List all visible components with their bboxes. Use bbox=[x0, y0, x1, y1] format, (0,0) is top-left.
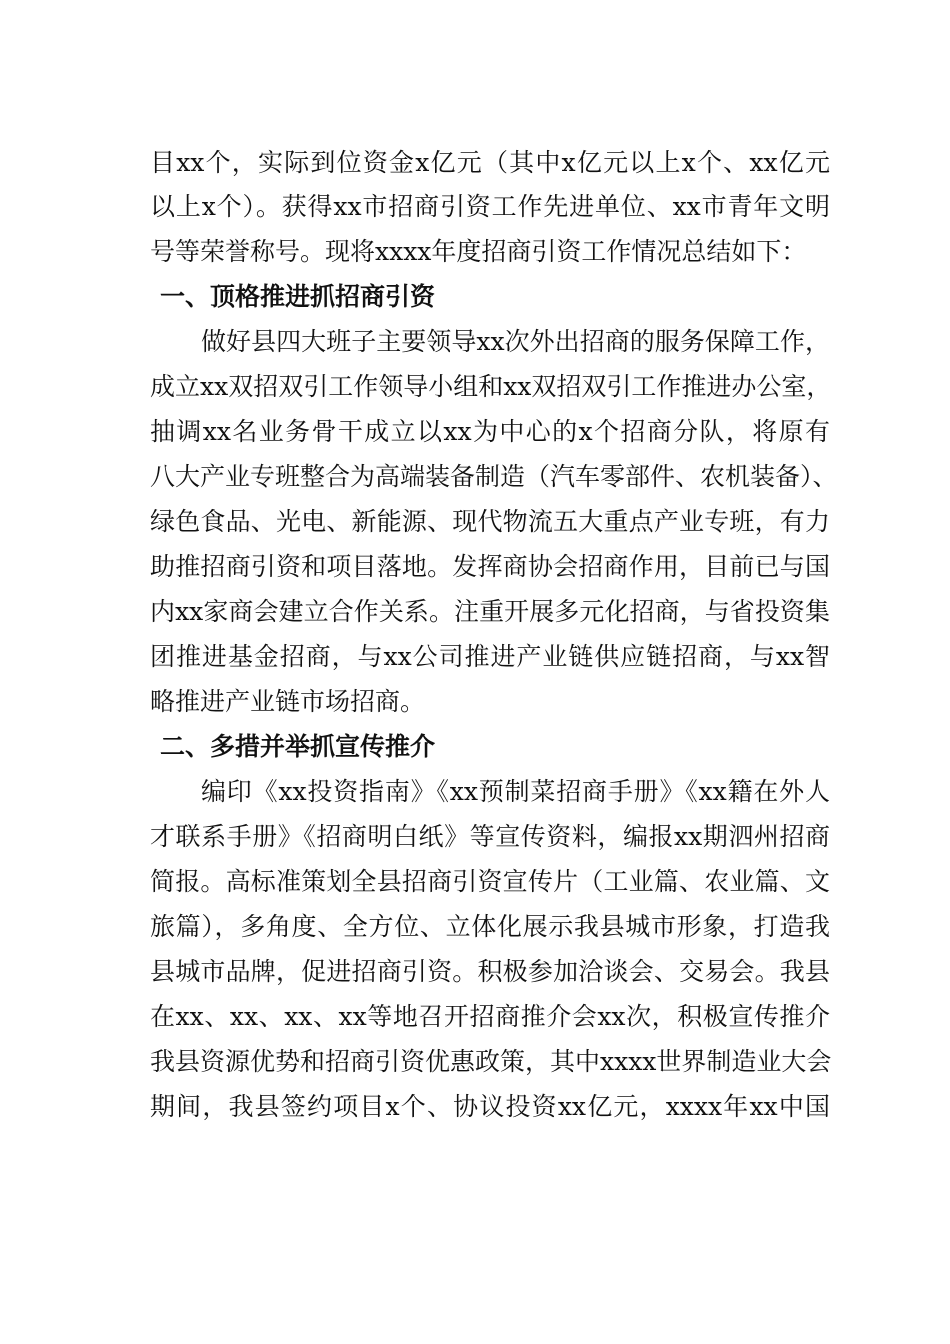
body-text-line: 成立xx双招双引工作领导小组和xx双招双引工作推进办公室， bbox=[150, 372, 832, 401]
body-text-line: 做好县四大班子主要领导xx次外出招商的服务保障工作， bbox=[201, 327, 830, 356]
section-heading-1: 一、顶格推进抓招商引资 bbox=[160, 282, 436, 311]
body-text-line: 在xx、xx、xx、xx等地召开招商推介会xx次，积极宣传推介 bbox=[150, 1002, 830, 1031]
body-text-line: 内xx家商会建立合作关系。注重开展多元化招商，与省投资集 bbox=[150, 597, 830, 626]
body-text-line: 旅篇），多角度、全方位、立体化展示我县城市形象，打造我 bbox=[150, 912, 830, 941]
body-text-line: 才联系手册》《招商明白纸》等宣传资料，编报xx期泗州招商 bbox=[150, 822, 830, 851]
body-text-line: 绿色食品、光电、新能源、现代物流五大重点产业专班，有力 bbox=[150, 507, 830, 536]
body-text-line: 抽调xx名业务骨干成立以xx为中心的x个招商分队，将原有 bbox=[150, 417, 830, 446]
body-text-line: 我县资源优势和招商引资优惠政策，其中xxxx世界制造业大会 bbox=[150, 1047, 832, 1076]
body-text-line: 以上x个）。获得xx市招商引资工作先进单位、xx市青年文明 bbox=[150, 192, 830, 221]
body-text-line: 助推招商引资和项目落地。发挥商协会招商作用，目前已与国 bbox=[150, 552, 830, 581]
body-text-line: 目xx个，实际到位资金x亿元（其中x亿元以上x个、xx亿元 bbox=[150, 148, 830, 177]
section-heading-2: 二、多措并举抓宣传推介 bbox=[160, 732, 436, 761]
body-text-line: 简报。高标准策划全县招商引资宣传片（工业篇、农业篇、文 bbox=[150, 867, 830, 896]
body-text-line: 期间，我县签约项目x个、协议投资xx亿元，xxxx年xx中国 bbox=[150, 1092, 830, 1121]
body-text-line: 八大产业专班整合为高端装备制造（汽车零部件、农机装备）、 bbox=[150, 462, 838, 491]
body-text-line: 号等荣誉称号。现将xxxx年度招商引资工作情况总结如下： bbox=[150, 237, 807, 266]
body-text-line: 团推进基金招商，与xx公司推进产业链供应链招商，与xx智 bbox=[150, 642, 830, 671]
body-text-line: 略推进产业链市场招商。 bbox=[150, 687, 426, 716]
body-text-line: 编印《xx投资指南》《xx预制菜招商手册》《xx籍在外人 bbox=[201, 777, 830, 806]
body-text-line: 县城市品牌，促进招商引资。积极参加洽谈会、交易会。我县 bbox=[150, 957, 830, 986]
